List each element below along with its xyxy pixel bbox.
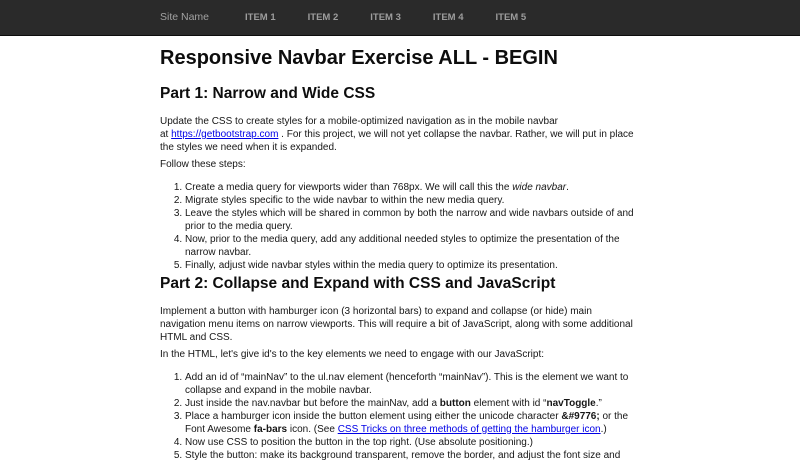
- getbootstrap-link[interactable]: https://getbootstrap.com: [171, 129, 279, 140]
- navbar-inner: [160, 0, 640, 35]
- navbar-item[interactable]: ITEM 5: [495, 12, 527, 23]
- bold-text: &#9776;: [561, 410, 600, 422]
- part2-intro-paragraph: Implement a button with hamburger icon (3 horizontal bars) to expand and collapse (or hide) main navigation menu items on narrow viewports. This will require a bit of JavaScript, along with some additional HTML and CSS.: [160, 305, 633, 343]
- text-segment: or the Font Awesome: [185, 410, 629, 435]
- text-segment: .: [566, 182, 569, 193]
- css-tricks-link[interactable]: CSS Tricks on three methods of getting the hamburger icon: [337, 423, 601, 435]
- navbar-brand[interactable]: Site Name: [160, 11, 210, 23]
- part1-step-item: 2. Migrate styles specific to the wide navbar to within the new media query.: [185, 194, 640, 207]
- text-segment: Create a media query for viewports wider than 768px. We will call this the: [185, 182, 513, 193]
- bold-text: navToggle: [546, 397, 596, 409]
- navbar-item[interactable]: ITEM 3: [370, 12, 401, 23]
- text-segment: .): [600, 423, 607, 435]
- part1-step-item: 3. Leave the styles which will be shared in common by both the narrow and wide navbars outside of and prior to the media query.: [185, 207, 640, 233]
- part2-heading: Part 2: Collapse and Expand with CSS and JavaScript: [160, 274, 556, 292]
- top-navbar: [0, 0, 800, 36]
- text-segment: element with id “: [470, 397, 547, 409]
- part2-step-item: [185, 397, 640, 410]
- bold-text: fa-bars: [253, 423, 288, 435]
- text-segment: at: [160, 129, 172, 140]
- text-segment: Update the CSS to create styles for a mobile-optimized navigation as in the mobile navbar: [160, 116, 558, 127]
- part1-step-item: 4. Now, prior to the media query, add any additional needed styles to optimize the presentation of the narrow navbar.: [185, 233, 640, 259]
- text-segment: .”: [595, 397, 602, 409]
- part2-step-item: 1. Add an id of “mainNav” to the ul.nav element (henceforth “mainNav”). This is the element we want to collapse and expand in the mobile navbar.: [185, 371, 640, 397]
- text-segment: . For this project, we will not yet collapse the navbar. Rather, we will put in place the styles we need when it is expanded.: [160, 129, 634, 153]
- part1-heading: Part 1: Narrow and Wide CSS: [160, 85, 376, 102]
- bold-text: button: [439, 397, 471, 409]
- navbar-item[interactable]: ITEM 1: [245, 12, 276, 23]
- text-segment: Just inside the nav.navbar but before the mainNav, add a: [185, 397, 440, 409]
- part1-intro-paragraph: [160, 115, 640, 154]
- part2-lead-text: In the HTML, let's give id's to the key elements we need to engage with our JavaScript:: [160, 348, 545, 360]
- part1-follow-text: Follow these steps:: [160, 159, 246, 170]
- part1-steps-list: [160, 181, 640, 272]
- italic-text: wide navbar: [512, 182, 567, 193]
- navbar-item[interactable]: ITEM 2: [307, 12, 339, 23]
- text-segment: Place a hamburger icon inside the button element using either the unicode character: [185, 410, 562, 422]
- navbar-menu: [245, 11, 526, 24]
- page-content: [160, 47, 640, 462]
- navbar-item[interactable]: ITEM 4: [432, 12, 464, 23]
- part1-step-item: [185, 181, 640, 194]
- part2-step-item: 4. Now use CSS to position the button in the top right. (Use absolute positioning.): [185, 436, 640, 449]
- part1-step-item: 5. Finally, adjust wide navbar styles within the media query to optimize its presentation.: [185, 259, 640, 272]
- part2-step-item: [185, 410, 640, 436]
- text-segment: icon. (See: [287, 423, 338, 435]
- part2-step-item: 5. Style the button: make its background transparent, remove the border, and adjust the font size and: [185, 449, 640, 462]
- part2-steps-list: [160, 371, 640, 462]
- page-title: Responsive Navbar Exercise ALL - BEGIN: [160, 47, 558, 69]
